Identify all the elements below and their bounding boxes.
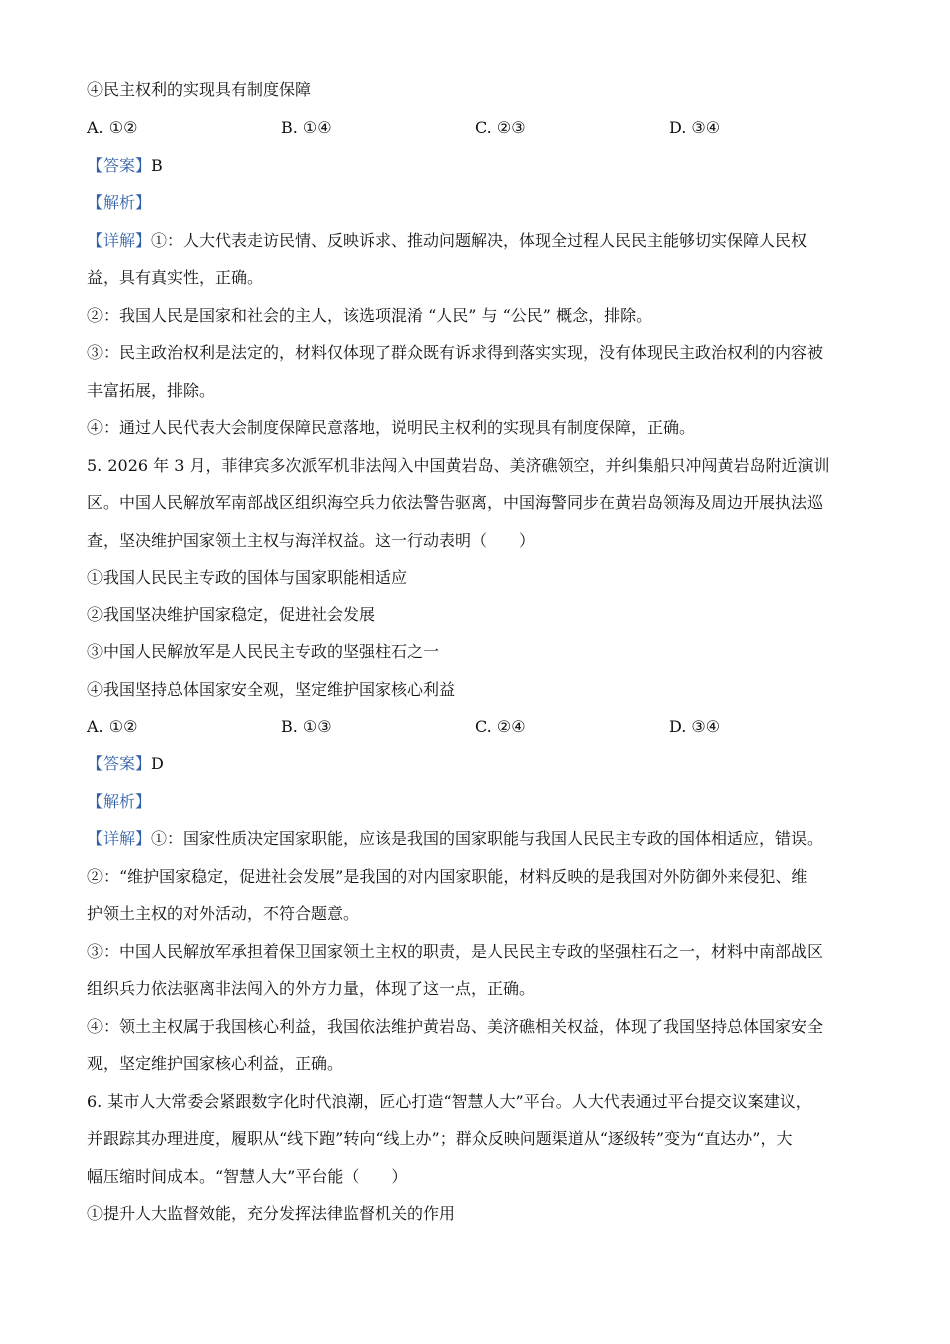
q5-option-b: B. ①③ (281, 717, 332, 736)
q6-stem-1: 6. 某市人大常委会紧跟数字化时代浪潮，匠心打造“智慧人大”平台。人大代表通过平台提交议案建议， (87, 1092, 812, 1111)
q4-detail-1a (87, 230, 867, 252)
q4-detail-1b: 益，具有真实性，正确。 (87, 268, 264, 287)
q6-choice-1: ①提升人大监督效能，充分发挥法律监督机关的作用 (87, 1204, 456, 1223)
q4-choice-4: ④民主权利的实现具有制度保障 (87, 80, 312, 99)
answer-value: B (151, 156, 163, 175)
q5-stem-1: 5. 2026 年 3 月，菲律宾多次派军机非法闯入中国黄岩岛、美济礁领空，并纠集船只冲闯黄岩岛附近演训 (87, 456, 830, 475)
q5-answer (87, 753, 867, 775)
q4-detail-3b: 丰富拓展，排除。 (87, 381, 216, 400)
q4-detail-3a: ③：民主政治权利是法定的，材料仅体现了群众既有诉求得到落实实现，没有体现民主政治权利的内容被 (87, 343, 824, 362)
detail-tag: 【详解】 (87, 829, 152, 848)
q5-option-a: A. ①② (87, 717, 138, 736)
detail-tag: 【详解】 (87, 231, 152, 250)
q5-detail-1-text: ①：国家性质决定国家职能，应该是我国的国家职能与我国人民民主专政的国体相适应，错误。 (151, 829, 824, 848)
q5-detail-3b: 组织兵力依法驱离非法闯入的外方力量，体现了这一点，正确。 (87, 979, 536, 998)
q4-detail-2: ②：我国人民是国家和社会的主人，该选项混淆 “人民” 与 “公民” 概念，排除。 (87, 306, 653, 325)
q5-option-d: D. ③④ (669, 717, 721, 736)
q5-stem-3: 查，坚决维护国家领土主权与海洋权益。这一行动表明（ ） (87, 531, 536, 550)
q5-stem-2: 区。中国人民解放军南部战区组织海空兵力依法警告驱离，中国海警同步在黄岩岛领海及周边开展执法巡 (87, 493, 824, 512)
q4-detail-4: ④：通过人民代表大会制度保障民意落地，说明民主权利的实现具有制度保障，正确。 (87, 418, 696, 437)
q4-analysis-tag: 【解析】 (87, 193, 152, 212)
q4-option-a: A. ①② (87, 118, 138, 137)
q5-detail-1 (87, 828, 867, 850)
answer-tag: 【答案】 (87, 754, 152, 773)
q6-stem-3: 幅压缩时间成本。“智慧人大”平台能（ ） (87, 1167, 408, 1186)
q5-option-c: C. ②④ (475, 717, 526, 736)
q5-options (87, 716, 867, 738)
q5-analysis-tag: 【解析】 (87, 792, 152, 811)
answer-value: D (151, 754, 164, 773)
q4-option-d: D. ③④ (669, 118, 721, 137)
q5-choice-1: ①我国人民民主专政的国体与国家职能相适应 (87, 568, 408, 587)
q5-detail-4a: ④：领土主权属于我国核心利益，我国依法维护黄岩岛、美济礁相关权益，体现了我国坚持总体国家安全 (87, 1017, 824, 1036)
q5-detail-2a: ②：“维护国家稳定，促进社会发展”是我国的对内国家职能，材料反映的是我国对外防御外来侵犯、维 (87, 867, 808, 886)
q4-option-c: C. ②③ (475, 118, 526, 137)
q5-detail-2b: 护领土主权的对外活动，不符合题意。 (87, 904, 360, 923)
q4-detail-1a-text: ①：人大代表走访民情、反映诉求、推动问题解决，体现全过程人民民主能够切实保障人民权 (151, 231, 808, 250)
q5-detail-3a: ③：中国人民解放军承担着保卫国家领土主权的职责，是人民民主专政的坚强柱石之一，材料中南部战区 (87, 942, 824, 961)
q4-option-b: B. ①④ (281, 118, 332, 137)
q5-choice-4: ④我国坚持总体国家安全观，坚定维护国家核心利益 (87, 680, 456, 699)
answer-tag: 【答案】 (87, 156, 152, 175)
q4-answer (87, 155, 867, 177)
q4-options (87, 117, 867, 139)
q5-choice-2: ②我国坚决维护国家稳定，促进社会发展 (87, 605, 376, 624)
q5-choice-3: ③中国人民解放军是人民民主专政的坚强柱石之一 (87, 642, 440, 661)
q5-detail-4b: 观，坚定维护国家核心利益，正确。 (87, 1054, 344, 1073)
q6-stem-2: 并跟踪其办理进度，履职从“线下跑”转向“线上办”；群众反映问题渠道从“逐级转”变为“直达办”，大 (87, 1129, 793, 1148)
